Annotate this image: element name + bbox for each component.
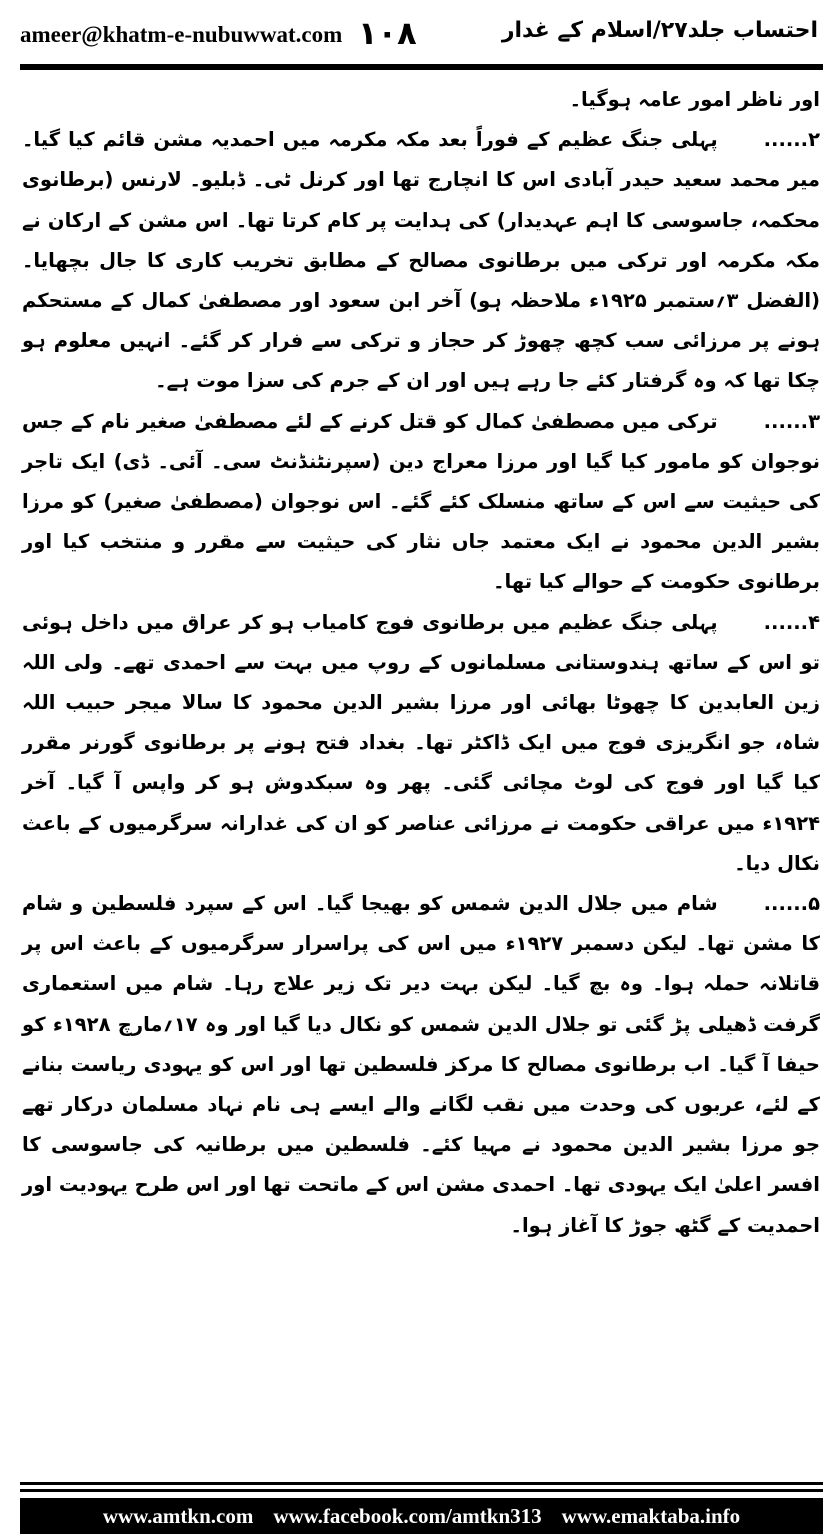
header-email: ameer@khatm-e-nubuwwat.com [20,22,343,47]
paragraph-2 [22,120,820,401]
paragraph-4 [22,603,820,884]
paragraph-number: ۲...... [763,128,820,152]
footer-rule-upper [20,1482,823,1485]
paragraph-text: ترکی میں مصطفیٰ کمال کو قتل کرنے کے لئے مصطفیٰ صغیر نام کے جس نوجوان کو مامور کیا گیا اور مرزا معراج دین (سپرنٹنڈنٹ سی۔ آئی۔ ڈی) ایک تاجر کی حیثیت سے اس کے ساتھ منسلک کئے گئے۔ اس نوجوان (مصطفیٰ صغیر) کو مرزا بشیر الدین محمود نے ایک معتمد جاں نثار کی حیثیت سے مقرر و منتخب کیا اور برطانوی حکومت کے حوالے کیا تھا۔ [22,409,820,594]
footer-link-emaktaba[interactable]: www.emaktaba.info [561,1503,741,1528]
footer-rule-lower [20,1489,823,1492]
page-header [0,0,840,70]
paragraph-number: ۴...... [763,610,820,634]
paragraph-3 [22,402,820,603]
paragraph-number: ۵...... [763,892,820,916]
book-title: احتساب جلد۲۷/اسلام کے غدار [501,18,818,43]
footer-rules [20,1482,823,1492]
paragraph-text: پہلی جنگ عظیم میں برطانوی فوج کامیاب ہو کر عراق میں داخل ہوئی تو اس کے ساتھ ہندوستانی مسلمانوں کے روپ میں بہت سے احمدی تھے۔ ولی اللہ زین العابدین کا چھوٹا بھائی اور مرزا بشیر الدین محمود کا سالا میجر حبیب اللہ شاہ، جو انگریزی فوج میں ایک ڈاکٹر تھا۔ بغداد فتح ہونے پر برطانوی گورنر مقرر کیا گیا اور فوج کی لوٹ مچائی گئی۔ پھر وہ سبکدوش ہو کر واپس آ گیا۔ آخر ۱۹۲۴ء میں عراقی حکومت نے مرزائی عناصر کو ان کی غدارانہ سرگرمیوں کے باعث نکال دیا۔ [22,610,820,875]
page-number: ۱۰۸ [358,14,417,52]
paragraph-number: ۳...... [763,409,820,433]
paragraph-text: اور ناظر امور عامہ ہوگیا۔ [569,88,820,111]
footer-links-bar [20,1498,823,1534]
header-rule [20,64,823,70]
page-body [22,80,820,1246]
footer-link-amtkn[interactable]: www.amtkn.com [102,1503,254,1528]
footer-link-facebook[interactable]: www.facebook.com/amtkn313 [273,1503,542,1528]
paragraph-text: پہلی جنگ عظیم کے فوراً بعد مکہ مکرمہ میں احمدیہ مشن قائم کیا گیا۔ میر محمد سعید حیدر آبادی اس کا انچارج تھا اور کرنل ٹی۔ ڈبلیو۔ لارنس (برطانوی محکمہ، جاسوسی کا اہم عہدیدار) کی ہدایت پر کام کرتا تھا۔ اس مشن کے ارکان نے مکہ مکرمہ اور ترکی میں برطانوی مصالح کے مطابق تخریب کاری کا جال بچھایا۔ (الفضل ۳؍ستمبر ۱۹۲۵ء ملاحظہ ہو) آخر ابن سعود اور مصطفیٰ کمال کے مستحکم ہونے پر مرزائی سب کچھ چھوڑ کر حجاز و ترکی سے فرار کر گئے۔ انہیں معلوم ہو چکا تھا کہ وہ گرفتار کئے جا رہے ہیں اور ان کے جرم کی سزا موت ہے۔ [22,128,820,393]
paragraph-1 [22,80,820,120]
paragraph-5 [22,884,820,1246]
paragraph-text: شام میں جلال الدین شمس کو بھیجا گیا۔ اس کے سپرد فلسطین و شام کا مشن تھا۔ لیکن دسمبر ۱۹۲۷ء میں اس کی پراسرار سرگرمیوں کے باعث اس پر قاتلانہ حملہ ہوا۔ وہ بچ گیا۔ لیکن بہت دیر تک زیر علاج رہا۔ شام میں استعماری گرفت ڈھیلی پڑ گئی تو جلال الدین شمس کو نکال دیا گیا اور وہ ۱۷؍مارچ ۱۹۲۸ء کو حیفا آ گیا۔ اب برطانوی مصالح کا مرکز فلسطین تھا اور اس کو یہودی ریاست بنانے کے لئے، عربوں کی وحدت میں نقب لگانے والے ایسے ہی نام نہاد مسلمان درکار تھے جو مرزا بشیر الدین محمود نے مہیا کئے۔ فلسطین میں برطانیہ کی جاسوسی کا افسر اعلیٰ ایک یہودی تھا۔ احمدی مشن اس کے ماتحت تھا اور اس طرح یہودیت اور احمدیت کے گٹھ جوڑ کا آغاز ہوا۔ [22,892,821,1237]
